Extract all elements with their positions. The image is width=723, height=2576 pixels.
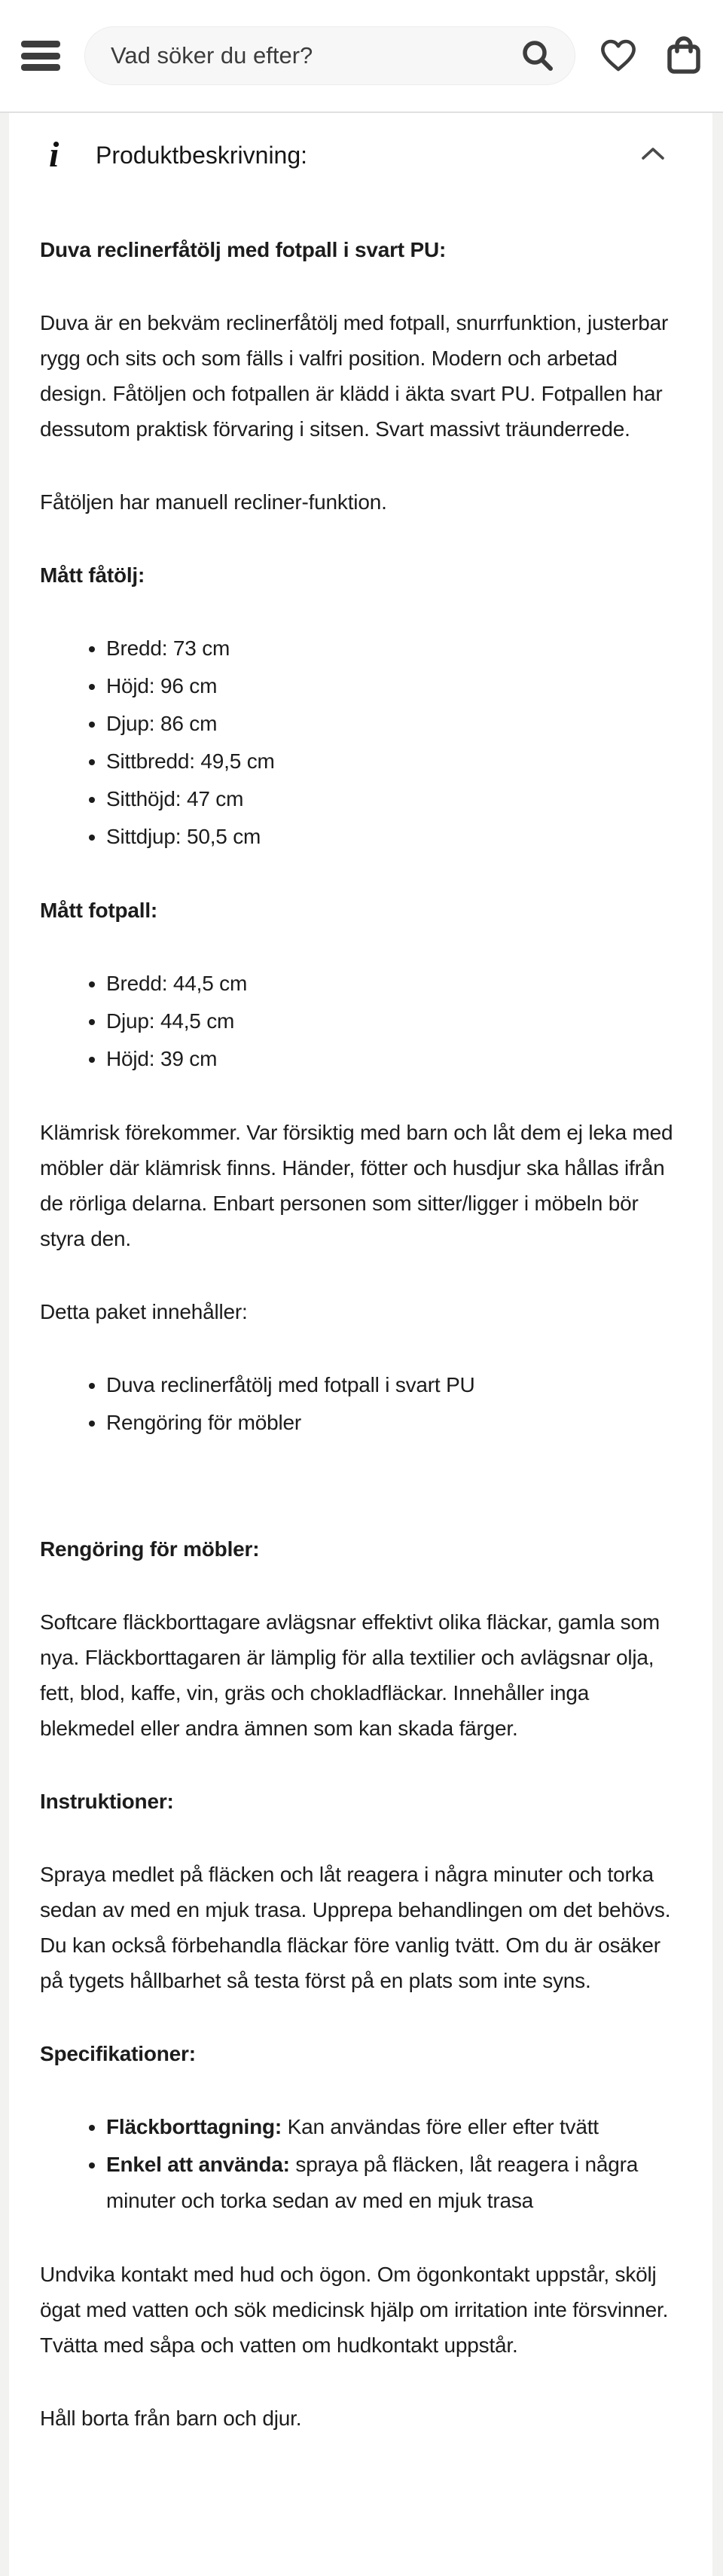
product-description-accordion[interactable] <box>40 133 679 178</box>
search-bar[interactable] <box>84 26 575 85</box>
list-item: • Duva reclinerfåtölj med fotpall i svart PU <box>106 1367 679 1403</box>
instructions-heading: Instruktioner: <box>40 1790 174 1813</box>
list-item: • Fläckborttagning: Kan användas före eller efter tvätt <box>106 2109 679 2145</box>
footstool-dimensions-heading: Mått fotpall: <box>40 899 158 922</box>
search-icon[interactable] <box>520 38 555 73</box>
list-item: • Enkel att använda: spraya på fläcken, låt reagera i några minuter och torka sedan av med en mjuk trasa <box>106 2147 679 2219</box>
page-background <box>0 113 723 2576</box>
product-title: Duva reclinerfåtölj med fotpall i svart PU: <box>40 238 447 261</box>
intro-paragraph: Duva är en bekväm reclinerfåtölj med fotpall, snurrfunktion, justerbar rygg och sits och som fälls i valfri position. Modern och arbetad design. Fåtöljen och fotpallen är klädd i äkta svart PU. Fotpallen har dessutom praktisk förvaring i sitsen. Svart massivt träunderrede. <box>40 311 669 441</box>
list-item: • Sitthöjd: 47 cm <box>106 781 679 817</box>
list-item: • Sittbredd: 49,5 cm <box>106 743 679 780</box>
list-item: • Djup: 44,5 cm <box>106 1003 679 1039</box>
section-title: Produktbeskrivning: <box>96 141 308 169</box>
cleaning-heading: Rengöring för möbler: <box>40 1537 260 1561</box>
recliner-note: Fåtöljen har manuell recliner-funktion. <box>40 490 387 514</box>
list-item: • Djup: 86 cm <box>106 706 679 742</box>
product-description-card <box>9 113 712 2576</box>
list-item: • Sittdjup: 50,5 cm <box>106 819 679 855</box>
list-item: • Höjd: 39 cm <box>106 1041 679 1077</box>
app-header <box>0 0 723 113</box>
instructions-paragraph: Spraya medlet på fläcken och låt reagera i några minuter och torka sedan av med en mjuk trasa. Upprepa behandlingen om det behövs. Du kan också förbehandla fläckar före vanlig tvätt. Om du är osäker på tygets hållbarhet så testa först på en plats som inte syns. <box>40 1863 671 1992</box>
info-icon: i <box>49 135 59 175</box>
armchair-dimensions-list <box>40 630 679 855</box>
package-contents-list <box>40 1367 679 1441</box>
package-heading: Detta paket innehåller: <box>40 1300 248 1323</box>
description-body <box>40 232 679 2436</box>
list-item: • Rengöring för möbler <box>106 1405 679 1441</box>
shopping-bag-icon[interactable] <box>666 36 702 75</box>
hamburger-menu-icon[interactable] <box>21 41 60 71</box>
pinch-warning-paragraph: Klämrisk förekommer. Var försiktig med barn och låt dem ej leka med möbler där klämrisk finns. Händer, fötter och husdjur ska hållas ifrån de rörliga delarna. Enbart personen som sitter/ligger i möbeln bör styra den. <box>40 1121 673 1250</box>
footstool-dimensions-list <box>40 966 679 1077</box>
list-item: • Bredd: 73 cm <box>106 630 679 667</box>
cleaning-paragraph: Softcare fläckborttagare avlägsnar effektivt olika fläckar, gamla som nya. Fläckborttagaren är lämplig för alla textilier och avlägsnar olja, fett, blod, kaffe, vin, gräs och chokladfläckar. Innehåller inga blekmedel eller andra ämnen som kan skada färger. <box>40 1610 660 1740</box>
armchair-dimensions-heading: Mått fåtölj: <box>40 563 145 587</box>
chevron-up-icon[interactable] <box>641 146 665 165</box>
list-item: • Bredd: 44,5 cm <box>106 966 679 1002</box>
favorites-heart-icon[interactable] <box>599 38 637 73</box>
search-input[interactable] <box>111 42 520 69</box>
specifications-list <box>40 2109 679 2219</box>
keep-away-note: Håll borta från barn och djur. <box>40 2407 302 2430</box>
specifications-heading: Specifikationer: <box>40 2042 196 2065</box>
safety-paragraph: Undvika kontakt med hud och ögon. Om ögonkontakt uppstår, skölj ögat med vatten och sök medicinsk hjälp om irritation inte försvinner. Tvätta med såpa och vatten om hudkontakt uppstår. <box>40 2263 669 2357</box>
list-item: • Höjd: 96 cm <box>106 668 679 704</box>
